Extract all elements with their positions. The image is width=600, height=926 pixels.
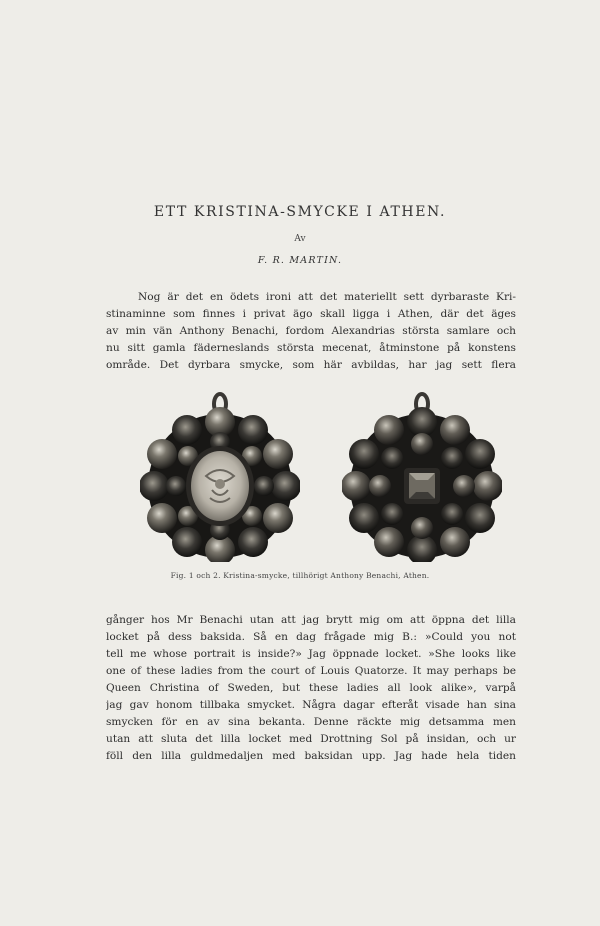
text-line: område. Det dyrbara smycke, som här avbildas, har jag sett flera <box>106 359 516 371</box>
jewel-back-image <box>342 390 502 562</box>
text-line: nu sitt gamla fäderneslands största mecenat, åtminstone på konstens <box>106 342 516 354</box>
text-line: gånger hos Mr Benachi utan att jag brytt mig om att öppna det lilla <box>106 614 516 626</box>
paragraph-intro <box>106 289 516 374</box>
text-line: Nog är det en ödets ironi att det materiellt sett dyrbaraste Kri- <box>138 291 516 303</box>
jewel-front-image <box>140 390 300 562</box>
text-line: Queen Christina of Sweden, but these ladies all look alike», varpå <box>106 682 516 694</box>
text-line: utan att sluta det lilla locket med Drottning Sol på insidan, och ur <box>106 733 516 745</box>
text-line: föll den lilla guldmedaljen med baksidan upp. Jag hade hela tiden <box>106 750 516 762</box>
text-line: stinaminne som finnes i privat ägo skall ligga i Athen, där det äges <box>106 308 516 320</box>
figure-caption: Fig. 1 och 2. Kristina-smycke, tillhörigt Anthony Benachi, Athen. <box>170 571 430 580</box>
paragraph-continued <box>106 612 516 765</box>
text-line: smycken för en av sina bekanta. Denne räckte mig detsamma men <box>106 716 516 728</box>
jewel-figure <box>0 388 600 573</box>
text-line: jag gav honom tillbaka smycket. Några dagar efteråt visade han sina <box>106 699 516 711</box>
text-line: locket på dess baksida. Så en dag frågade mig B.: »Could you not <box>106 631 516 643</box>
byline-prefix: Av <box>294 234 306 244</box>
text-line: av min vän Anthony Benachi, fordom Alexandrias största samlare och <box>106 325 516 337</box>
text-line: tell me whose portrait is inside?» Jag öppnade locket. »She looks like <box>106 648 516 660</box>
text-line: one of these ladies from the court of Louis Quatorze. It may perhaps be <box>106 665 516 677</box>
article-title: ETT KRISTINA-SMYCKE I ATHEN. <box>153 204 447 220</box>
author-name: F. R. MARTIN. <box>257 255 343 266</box>
